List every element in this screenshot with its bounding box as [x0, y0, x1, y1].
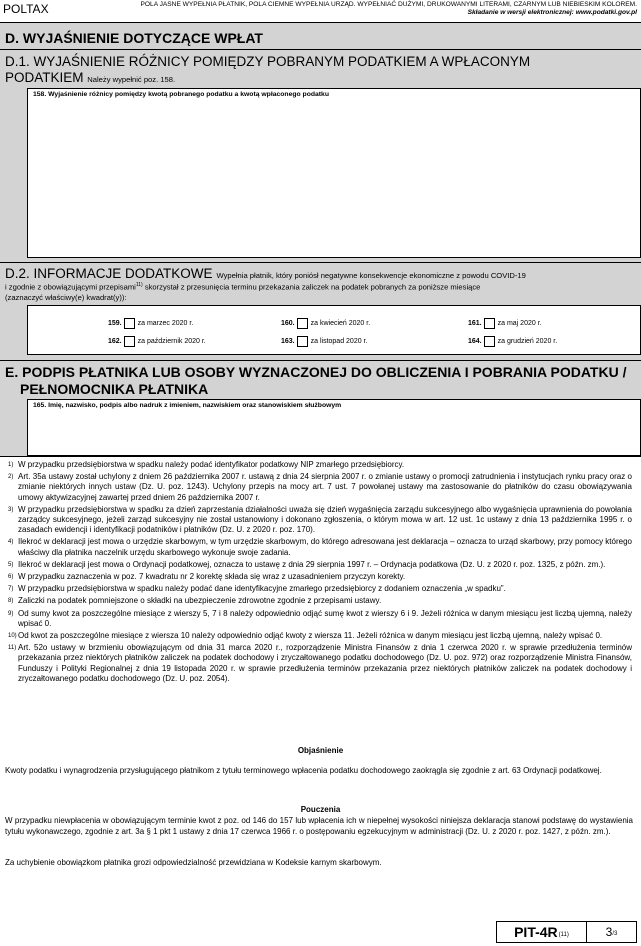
d1-title-line1: D.1. WYJAŚNIENIE RÓŻNICY POMIĘDZY POBRANYM PODATKIEM A WPŁACONYM	[5, 54, 531, 69]
instruction-text-2: Za uchybienie obowiązkom płatnika grozi odpowiedzialność przewidziana w Kodeksie karnym skarbowym.	[5, 858, 382, 867]
section-e-title-line1: E. PODPIS PŁATNIKA LUB OSOBY WYZNACZONEJ DO OBLICZENIA I POBRANIA PODATKU /	[5, 364, 627, 380]
footnote	[8, 472, 632, 503]
footnote-text: Ilekroć w deklaracji jest mowa o Ordynacji podatkowej, oznacza to ustawę z dnia 29 sierpnia 1997 r. – Ordynacja podatkowa (Dz. U. z 2020 r. poz. 1325, z późn. zm.).	[18, 559, 606, 569]
footnote	[8, 460, 632, 470]
footnote	[8, 572, 632, 582]
electronic-submission-note: Składanie w wersji elektronicznej: www.podatki.gov.pl	[467, 9, 637, 16]
check-162-num: 162.	[108, 338, 122, 345]
footnote-text: Ilekroć w deklaracji jest mowa o urzędzie skarbowym, w tym urzędzie skarbowym, do którego adresowana jest deklaracja – oznacza to urząd skarbowy, przy pomocy którego właściwy dla płatnika naczelnik urzędu skarbowego wykonuje swoje zadania.	[18, 537, 632, 557]
check-160[interactable]	[281, 318, 370, 329]
field-165[interactable]	[27, 399, 641, 456]
footnote-text: Od sumy kwot za poszczególne miesiące z wierszy 5, 7 i 8 należy odpowiednio odjąć sumę kwot z wierszy 6 i 9. Jeżeli różnica w danym miesiącu jest liczbą ujemną, należy wpisać 0.	[18, 608, 632, 628]
check-160-num: 160.	[281, 320, 295, 327]
footnote-number: 1)	[8, 462, 14, 468]
footnote-number: 7)	[8, 586, 14, 593]
check-164-label: za grudzień 2020 r.	[497, 338, 558, 345]
footnote	[8, 609, 632, 629]
footnote-text: W przypadku zaznaczenia w poz. 7 kwadratu nr 2 korektę składa się wraz z uzasadnieniem przyczyn korekty.	[18, 572, 406, 582]
checkbox-icon[interactable]	[124, 336, 135, 347]
explanation-heading: Objaśnienie	[297, 746, 344, 755]
divider	[0, 360, 641, 361]
check-160-label: za kwiecień 2020 r.	[310, 320, 371, 327]
section-d-title: D. WYJAŚNIENIE DOTYCZĄCE WPŁAT	[5, 30, 263, 46]
field-158[interactable]	[27, 88, 641, 258]
check-162[interactable]	[108, 336, 206, 347]
checkbox-icon[interactable]	[124, 318, 135, 329]
footnote-number: 6)	[8, 574, 14, 581]
instruction-heading: Pouczenia	[300, 805, 341, 814]
page-total: /3	[612, 931, 618, 937]
divider	[0, 49, 641, 50]
footnote-text: Art. 52o ustawy w brzmieniu obowiązującym od dnia 31 marca 2020 r., rozporządzenie Ministra Finansów z dnia 1 czerwca 2020 r. w sprawie przedłużenia terminów przekazania przez niektórych płatników zaliczek na podatek dochodowy i zryczałtowanego podatku dochodowego (Dz. U. poz. 972) oraz rozporządzenie Ministra Finansów, Funduszy i Polityki Regionalnej z dnia 19 listopada 2020 r. w sprawie przedłużenia terminów przekazania przez niektórych płatników zaliczek na podatek dochodowy i zryczałtowanego podatku dochodowego (Dz. U. poz. 2054).	[18, 643, 632, 683]
check-161-label: za maj 2020 r.	[497, 320, 542, 327]
footnote-text: Od kwot za poszczególne miesiące z wiersza 10 należy odpowiednio odjąć kwoty z wiersza 11. Jeżeli różnica w danym miesiącu jest liczbą ujemną, należy wpisać 0.	[18, 631, 603, 641]
check-164-num: 164.	[468, 338, 482, 345]
form-code-box	[496, 921, 587, 943]
footnote	[8, 643, 632, 684]
check-161[interactable]	[468, 318, 542, 329]
brand-poltax: POLTAX	[3, 2, 49, 16]
check-163-label: za listopad 2020 r.	[310, 338, 368, 345]
d1-title-word: PODATKIEM	[5, 70, 84, 85]
footnote-number: 2)	[8, 474, 14, 481]
footnote-text: Art. 35a ustawy został uchylony z dniem 26 października 2007 r. ustawą z dnia 24 sierpnia 2007 r. o zmianie ustawy o promocji zatrudnienia i instytucjach rynku pracy oraz o zmianie niektórych innych ustaw (Dz. U. poz. 1243). Uchylony przepis na mocy art. 7 ust. 7 powołanej ustawy ma zastosowanie do płatników do czasu obowiązywania umowy aktywizacyjnej zawartej przed dniem 26 października 2007 r.	[18, 472, 632, 502]
footnote-text: W przypadku przedsiębiorstwa w spadku za dzień zaprzestania działalności uważa się dzień wygaśnięcia zarządu sukcesyjnego albo wygaśnięcia uprawnienia do powołania zarządcy sukcesyjnego, jeżeli zarząd sukcesyjny nie został ustanowiony i dokonano zgłoszenia, o którym mowa w art. 12 ust. 1c ustawy z dnia 13 października 1995 r. o zasadach ewidencji i identyfikacji podatników i płatników (Dz. U. z 2020 r. poz. 170).	[18, 504, 632, 535]
page-number: 3	[605, 925, 613, 939]
checkbox-icon[interactable]	[484, 318, 495, 329]
d2-note-line2b-text: skorzystał z przesunięcia terminu przekazania zaliczek na podatek pobranych za poniższe miesiące	[144, 282, 481, 292]
d2-note-footnote-ref: 11)	[135, 282, 143, 288]
footnote	[8, 537, 632, 557]
checkbox-icon[interactable]	[484, 336, 495, 347]
footnotes	[8, 460, 632, 686]
d2-note-line2-text: i zgodnie z obowiązującymi przepisami	[5, 282, 136, 292]
footnote-number: 9)	[8, 610, 14, 617]
form-instructions	[141, 1, 637, 17]
footnote	[8, 584, 632, 594]
footnote-number: 11)	[8, 645, 17, 652]
footnote-text: W przypadku przedsiębiorstwa w spadku należy podać identyfikator podatkowy NIP zmarłego przedsiębiorcy.	[18, 460, 405, 469]
page-number-box	[587, 921, 637, 943]
footnote-number: 10)	[8, 633, 17, 640]
footnote	[8, 631, 632, 641]
check-163[interactable]	[281, 336, 367, 347]
d2-title: D.2. INFORMACJE DODATKOWE	[5, 266, 213, 281]
section-e-title-line2: PEŁNOMOCNIKA PŁATNIKA	[20, 381, 209, 397]
checkbox-icon[interactable]	[297, 318, 308, 329]
check-163-num: 163.	[281, 338, 295, 345]
check-159-label: za marzec 2020 r.	[137, 320, 194, 327]
explanation-text: Kwoty podatku i wynagrodzenia przysługującego płatnikom z tytułu terminowego wpłacenia podatku dochodowego zaokrągla się zgodnie z art. 63 Ordynacji podatkowej.	[5, 766, 602, 775]
divider	[0, 456, 641, 457]
footnote-number: 5)	[8, 561, 14, 568]
footnote-text: Zaliczki na podatek pomniejszone o składki na ubezpieczenie zdrowotne zgodnie z przepisami ustawy.	[18, 596, 382, 606]
d1-title-line2	[5, 70, 175, 87]
instruction-text-1: W przypadku niewpłacenia w obowiązującym terminie kwot z poz. od 146 do 157 lub wpłacenia ich w niepełnej wysokości niniejsza deklaracja stanowi podstawę do wystawienia tytułu wykonawczego, zgodnie z art. 3a § 1 pkt 1 ustawy z dnia 17 czerwca 1966 r. o postępowaniu egzekucyjnym w administracji (Dz. U. z 2020 r. poz. 1427, z późn. zm.).	[5, 816, 633, 836]
footnote	[8, 596, 632, 606]
divider	[0, 262, 641, 263]
instructions-text: POLA JASNE WYPEŁNIA PŁATNIK, POLA CIEMNE WYPEŁNIA URZĄD. WYPEŁNIAĆ DUŻYMI, DRUKOWANYMI LITERAMI, CZARNYM LUB NIEBIESKIM KOLOREM.	[140, 1, 637, 8]
check-162-label: za październik 2020 r.	[137, 338, 206, 345]
d2-note-line1: Wypełnia płatnik, który poniósł negatywne konsekwencje ekonomiczne z powodu COVID-19	[216, 271, 526, 280]
d2-note-line3: (zaznaczyć właściwy(e) kwadrat(y)):	[5, 292, 127, 302]
footnote	[8, 505, 632, 536]
check-161-num: 161.	[468, 320, 482, 327]
footnote-number: 3)	[8, 506, 14, 513]
footnote-number: 4)	[8, 539, 14, 546]
d2-checkbox-area	[27, 305, 641, 355]
field-165-label: 165. Imię, nazwisko, podpis albo nadruk z imieniem, nazwiskiem oraz stanowiskiem służbowym	[33, 402, 342, 409]
d2-note-line2	[5, 282, 635, 292]
check-159-num: 159.	[108, 320, 122, 327]
footnote-number: 8)	[8, 598, 14, 605]
form-code: PIT-4R	[514, 924, 558, 940]
footnote	[8, 560, 632, 570]
footnote-text: W przypadku przedsiębiorstwa w spadku należy podać dane identyfikacyjne zmarłego przedsiębiorcy z dodaniem oznaczenia „w spadku”.	[18, 584, 506, 594]
check-164[interactable]	[468, 336, 557, 347]
check-159[interactable]	[108, 318, 193, 329]
field-158-label: 158. Wyjaśnienie różnicy pomiędzy kwotą pobranego podatku a kwotą wpłaconego podatku	[33, 91, 329, 98]
d2-header	[5, 266, 635, 302]
d1-note: Należy wypełnić poz. 158.	[87, 75, 176, 84]
form-version: (11)	[558, 932, 569, 938]
checkbox-icon[interactable]	[297, 336, 308, 347]
